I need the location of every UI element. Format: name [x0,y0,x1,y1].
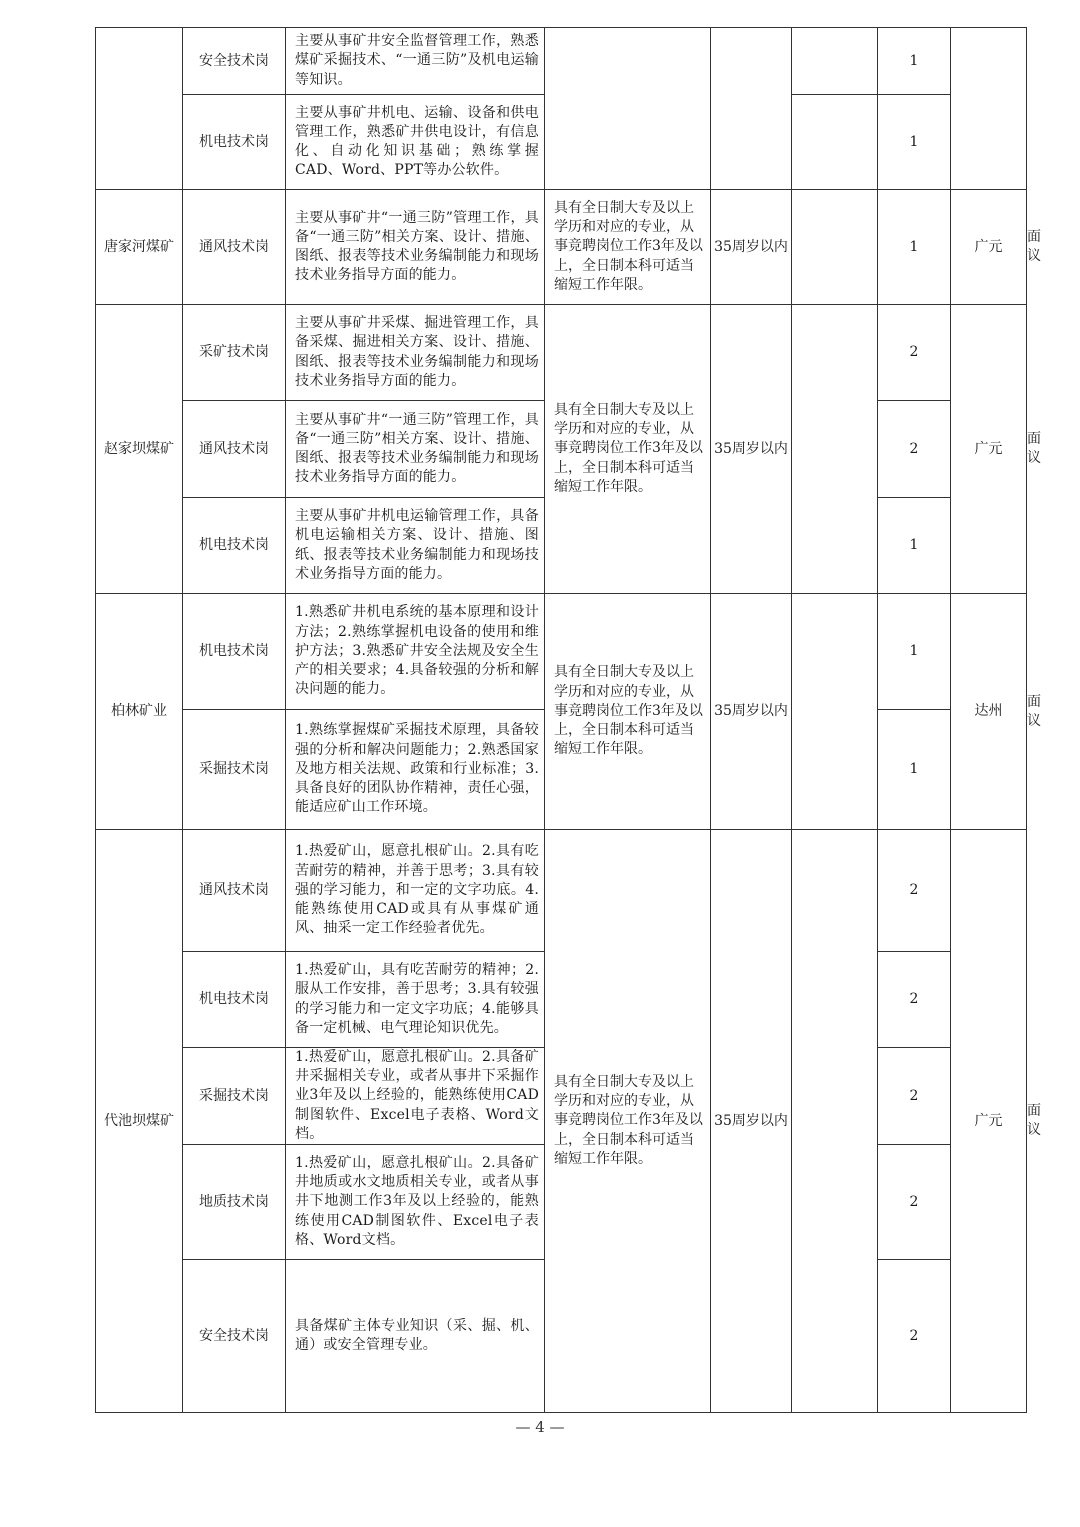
education-cell: 具有全日制大专及以上学历和对应的专业，从事竞聘岗位工作3年及以上，全日制本科可适当缩短工作年限。 [545,190,711,305]
education-cell: 具有全日制大专及以上学历和对应的专业，从事竞聘岗位工作3年及以上，全日制本科可适当缩短工作年限。 [545,830,711,1413]
age-cell: 35周岁以内 [711,305,792,594]
requirement-cell: 1.热爱矿山，愿意扎根矿山。2.具备矿井采掘相关专业，或者从事井下采掘作业3年及以上经验的，能熟练使用CAD制图软件、Excel电子表格、Word文档。 [286,1048,545,1145]
position-cell: 通风技术岗 [183,190,286,305]
count-cell: 1 [878,710,951,830]
position-cell: 安全技术岗 [183,28,286,95]
education-cell [545,28,711,190]
position-cell: 采掘技术岗 [183,1048,286,1145]
position-cell: 机电技术岗 [183,952,286,1048]
age-cell [711,28,792,190]
position-cell: 通风技术岗 [183,401,286,498]
age-cell: 35周岁以内 [711,594,792,830]
requirement-cell: 主要从事矿井机电运输管理工作，具备机电运输相关方案、设计、措施、图纸、报表等技术业务编制能力和现场技术业务指导方面的能力。 [286,498,545,594]
count-cell: 2 [878,830,951,952]
count-cell: 1 [878,95,951,190]
unit-cell: 柏林矿业 [96,594,183,830]
requirement-cell: 1.热爱矿山，愿意扎根矿山。2.具有吃苦耐劳的精神，并善于思考；3.具有较强的学习能力，和一定的文字功底。4.能熟练使用CAD或具有从事煤矿通风、抽采一定工作经验者优先。 [286,830,545,952]
location-cell: 广元 [951,305,1027,594]
unit-cell [96,28,183,190]
position-cell: 机电技术岗 [183,95,286,190]
count-cell: 2 [878,305,951,401]
table-row: 柏林矿业 机电技术岗 1.熟悉矿井机电系统的基本原理和设计方法；2.熟练掌握机电设备的使用和维护方法；3.熟悉矿井安全法规及安全生产的相关要求；4.具备较强的分析和解决问题的能力。 具有全日制大专及以上学历和对应的专业，从事竞聘岗位工作3年及以上，全日制本科可适当缩短工作年限。 35周岁以内 1 达州 面议 [96,594,1027,710]
position-cell: 地质技术岗 [183,1145,286,1260]
requirement-cell: 主要从事矿井安全监督管理工作，熟悉煤矿采掘技术、“一通三防”及机电运输等知识。 [286,28,545,95]
position-cell: 安全技术岗 [183,1260,286,1413]
requirement-cell: 1.热爱矿山，愿意扎根矿山。2.具备矿井地质或水文地质相关专业，或者从事井下地测工作3年及以上经验的，能熟练使用CAD制图软件、Excel电子表格、Word文档。 [286,1145,545,1260]
count-cell: 1 [878,28,951,95]
count-cell: 2 [878,1048,951,1145]
table-row: 唐家河煤矿 通风技术岗 主要从事矿井“一通三防”管理工作，具备“一通三防”相关方案、设计、措施、图纸、报表等技术业务编制能力和现场技术业务指导方面的能力。 具有全日制大专及以上学历和对应的专业，从事竞聘岗位工作3年及以上，全日制本科可适当缩短工作年限。 35周岁以内 1 广元 面议 [96,190,1027,305]
count-cell: 2 [878,401,951,498]
age-cell: 35周岁以内 [711,190,792,305]
recruitment-table [95,27,1041,1413]
education-cell: 具有全日制大专及以上学历和对应的专业，从事竞聘岗位工作3年及以上，全日制本科可适当缩短工作年限。 [545,594,711,830]
count-cell: 2 [878,952,951,1048]
unit-cell: 代池坝煤矿 [96,830,183,1413]
table-row [96,28,1027,95]
requirement-cell: 主要从事矿井“一通三防”管理工作，具备“一通三防”相关方案、设计、措施、图纸、报表等技术业务编制能力和现场技术业务指导方面的能力。 [286,190,545,305]
requirement-cell: 1.热爱矿山，具有吃苦耐劳的精神；2.服从工作安排，善于思考；3.具有较强的学习能力和一定文字功底；4.能够具备一定机械、电气理论知识优先。 [286,952,545,1048]
location-cell [951,28,1027,190]
position-cell: 机电技术岗 [183,498,286,594]
position-cell: 采矿技术岗 [183,305,286,401]
age-cell: 35周岁以内 [711,830,792,1413]
blank-cell [792,305,878,594]
requirement-cell: 主要从事矿井“一通三防”管理工作，具备“一通三防”相关方案、设计、措施、图纸、报表等技术业务编制能力和现场技术业务指导方面的能力。 [286,401,545,498]
location-cell: 达州 [951,594,1027,830]
unit-cell: 赵家坝煤矿 [96,305,183,594]
blank-cell [792,28,878,95]
table-row: 代池坝煤矿 通风技术岗 1.热爱矿山，愿意扎根矿山。2.具有吃苦耐劳的精神，并善于思考；3.具有较强的学习能力，和一定的文字功底。4.能熟练使用CAD或具有从事煤矿通风、抽采一定工作经验者优先。 具有全日制大专及以上学历和对应的专业，从事竞聘岗位工作3年及以上，全日制本科可适当缩短工作年限。 35周岁以内 2 广元 面议 [96,830,1027,952]
count-cell: 1 [878,594,951,710]
page-number: — 4 — [515,1418,565,1436]
count-cell: 1 [878,498,951,594]
requirement-cell: 主要从事矿井机电、运输、设备和供电管理工作，熟悉矿井供电设计，有信息化、自动化知识基础；熟练掌握CAD、Word、PPT等办公软件。 [286,95,545,190]
blank-cell [792,95,878,190]
education-cell: 具有全日制大专及以上学历和对应的专业，从事竞聘岗位工作3年及以上，全日制本科可适当缩短工作年限。 [545,305,711,594]
blank-cell [792,190,878,305]
requirement-cell: 具备煤矿主体专业知识（采、掘、机、通）或安全管理专业。 [286,1260,545,1413]
position-cell: 采掘技术岗 [183,710,286,830]
requirement-cell: 1.熟练掌握煤矿采掘技术原理，具备较强的分析和解决问题能力；2.熟悉国家及地方相关法规、政策和行业标准；3.具备良好的团队协作精神，责任心强，能适应矿山工作环境。 [286,710,545,830]
count-cell: 1 [878,190,951,305]
blank-cell [792,830,878,1413]
location-cell: 广元 [951,190,1027,305]
unit-cell: 唐家河煤矿 [96,190,183,305]
count-cell: 2 [878,1260,951,1413]
blank-cell [792,594,878,830]
requirement-cell: 1.熟悉矿井机电系统的基本原理和设计方法；2.熟练掌握机电设备的使用和维护方法；3.熟悉矿井安全法规及安全生产的相关要求；4.具备较强的分析和解决问题的能力。 [286,594,545,710]
position-cell: 通风技术岗 [183,830,286,952]
position-cell: 机电技术岗 [183,594,286,710]
table-row: 赵家坝煤矿 采矿技术岗 主要从事矿井采煤、掘进管理工作，具备采煤、掘进相关方案、设计、措施、图纸、报表等技术业务编制能力和现场技术业务指导方面的能力。 具有全日制大专及以上学历和对应的专业，从事竞聘岗位工作3年及以上，全日制本科可适当缩短工作年限。 35周岁以内 2 广元 面议 [96,305,1027,401]
count-cell: 2 [878,1145,951,1260]
requirement-cell: 主要从事矿井采煤、掘进管理工作，具备采煤、掘进相关方案、设计、措施、图纸、报表等技术业务编制能力和现场技术业务指导方面的能力。 [286,305,545,401]
location-cell: 广元 [951,830,1027,1413]
